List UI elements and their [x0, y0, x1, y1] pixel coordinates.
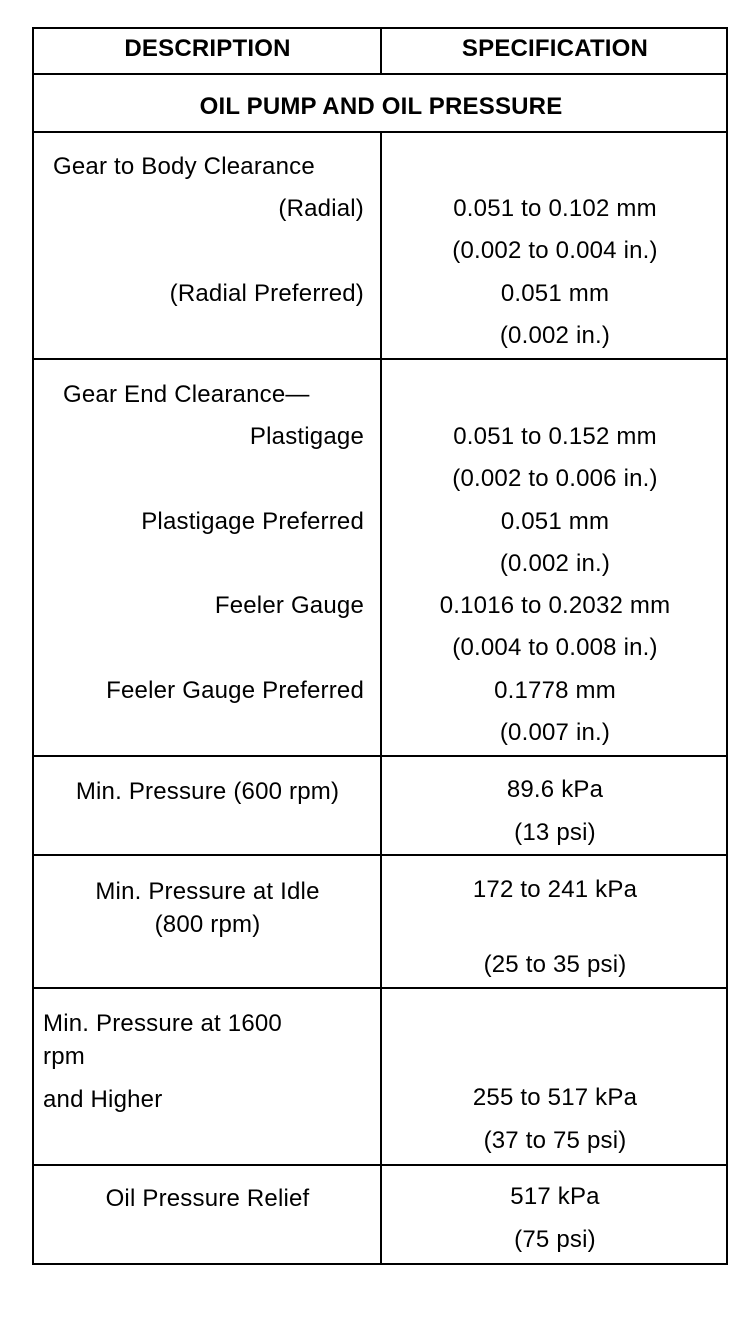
row-value-imperial: (0.007 in.)	[499, 719, 611, 746]
row-value-imperial: (13 psi)	[514, 819, 596, 846]
row-value: 0.1778 mm	[494, 677, 616, 704]
row-label: Oil Pressure Relief	[105, 1185, 310, 1212]
row-title: Gear End Clearance—	[63, 381, 310, 408]
row-label: Plastigage Preferred	[141, 508, 364, 535]
row-value-imperial: (0.002 in.)	[499, 322, 611, 349]
row-value: 0.051 to 0.102 mm	[453, 195, 657, 222]
row-value-imperial: (37 to 75 psi)	[483, 1127, 627, 1154]
row-value-imperial: (25 to 35 psi)	[483, 951, 627, 978]
row-value: 0.051 mm	[500, 508, 610, 535]
row-label-line2: rpm	[43, 1043, 85, 1070]
row-label: Min. Pressure at Idle	[95, 878, 320, 905]
row-value: 0.051 mm	[500, 280, 610, 307]
row-value: 255 to 517 kPa	[472, 1084, 638, 1111]
header-divider	[34, 73, 726, 75]
row-value: 517 kPa	[510, 1183, 600, 1210]
row-value: 172 to 241 kPa	[472, 876, 638, 903]
row-value: 89.6 kPa	[506, 776, 604, 803]
row-label: (Radial Preferred)	[169, 280, 364, 307]
section-title: OIL PUMP AND OIL PRESSURE	[199, 93, 563, 120]
row-label-line2: (800 rpm)	[154, 911, 261, 938]
row-label: Min. Pressure at 1600	[43, 1010, 282, 1037]
row-label: (Radial)	[278, 195, 364, 222]
row-value-imperial: (0.004 to 0.008 in.)	[452, 634, 658, 661]
row-value-imperial: (0.002 to 0.004 in.)	[452, 237, 658, 264]
row-value: 0.1016 to 0.2032 mm	[439, 592, 671, 619]
row-title: Gear to Body Clearance	[53, 153, 315, 180]
row-value-imperial: (0.002 to 0.006 in.)	[452, 465, 658, 492]
row-value-imperial: (75 psi)	[514, 1226, 596, 1253]
row-label: Feeler Gauge	[214, 592, 364, 619]
row-label-line3: and Higher	[43, 1086, 163, 1113]
row-label: Plastigage	[249, 423, 364, 450]
header-specification: SPECIFICATION	[461, 35, 649, 62]
spec-table	[32, 27, 728, 1265]
row-label: Min. Pressure (600 rpm)	[75, 778, 340, 805]
row-label: Feeler Gauge Preferred	[106, 677, 364, 704]
row-value-imperial: (0.002 in.)	[499, 550, 611, 577]
header-description: DESCRIPTION	[124, 35, 291, 62]
row-value: 0.051 to 0.152 mm	[453, 423, 657, 450]
